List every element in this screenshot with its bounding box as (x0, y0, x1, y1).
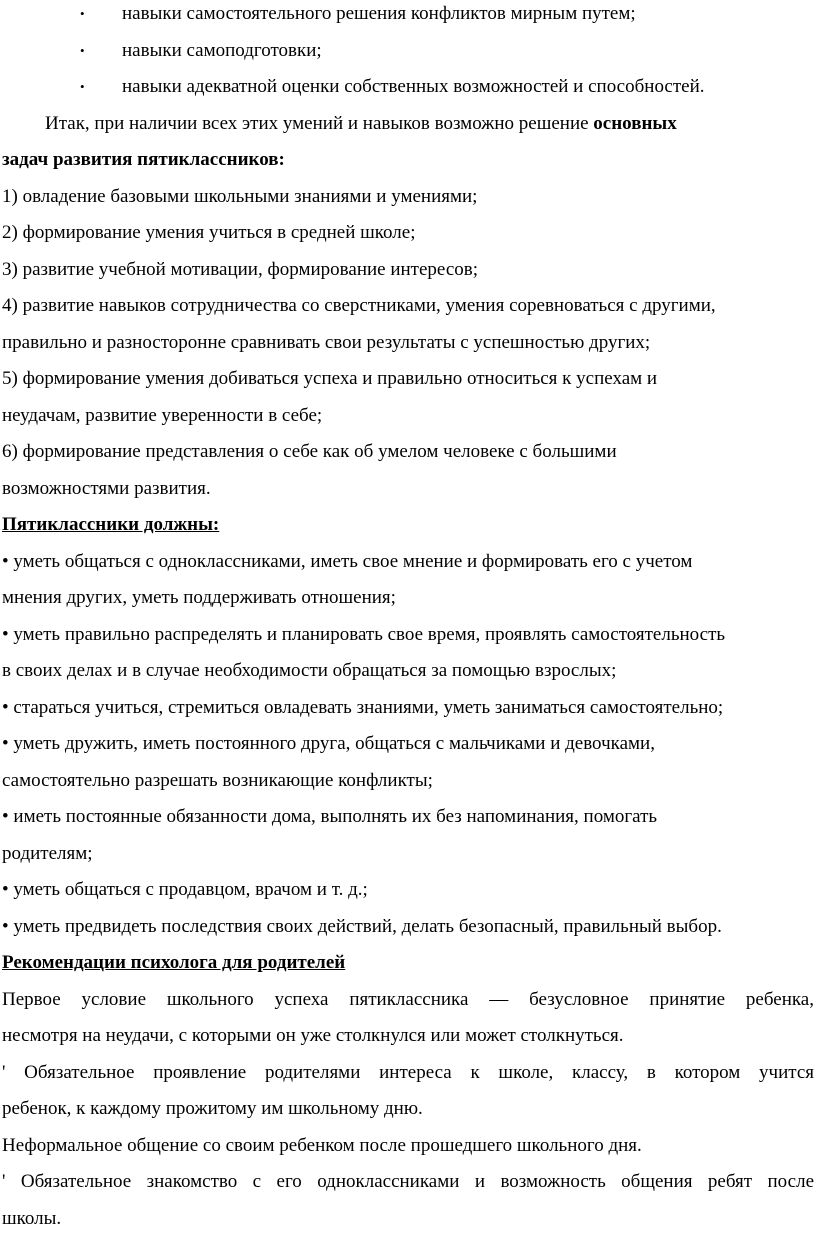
section-heading-must: Пятиклассники должны: (2, 514, 220, 535)
must-line: самостоятельно разрешать возникающие конфликты; (2, 770, 433, 791)
bullet-text: навыки адекватной оценки собственных возможностей и способностей. (122, 76, 705, 97)
bullet-symbol: • (80, 79, 85, 94)
task-line: 2) формирование умения учиться в средней школе; (2, 222, 416, 243)
must-line: • иметь постоянные обязанности дома, выполнять их без напоминания, помогать (2, 806, 658, 827)
bullet-item (0, 40, 816, 62)
must-line: родителям; (2, 843, 93, 864)
recommend-line: Неформальное общение со своим ребенком после прошедшего школьного дня. (2, 1135, 642, 1156)
task-line: правильно и разносторонне сравнивать свои результаты с успешностью других; (2, 332, 651, 353)
must-line: • уметь дружить, иметь постоянного друга, общаться с мальчиками и девочками, (2, 733, 655, 754)
task-line: 5) формирование умения добиваться успеха и правильно относиться к успехам и (2, 368, 658, 389)
recommend-line: ' Обязательное проявление родителями интереса к школе, классу, в котором учится (2, 1062, 814, 1083)
bullet-symbol: • (80, 43, 85, 58)
must-line: • уметь общаться с одноклассниками, иметь свое мнение и формировать его с учетом (2, 551, 693, 572)
recommend-line: несмотря на неудачи, с которыми он уже столкнулся или может столкнуться. (2, 1025, 624, 1046)
intro-bold-continuation: задач развития пятиклассников: (2, 149, 285, 170)
task-line: 6) формирование представления о себе как об умелом человеке с большими (2, 441, 617, 462)
recommend-line: ребенок, к каждому прожитому им школьному дню. (2, 1098, 423, 1119)
must-line: • уметь предвидеть последствия своих действий, делать безопасный, правильный выбор. (2, 916, 722, 937)
recommend-line: школы. (2, 1208, 62, 1229)
intro-bold: основных (593, 113, 677, 134)
intro-bold-line (2, 149, 814, 171)
task-line: неудачам, развитие уверенности в себе; (2, 405, 323, 426)
section-heading-recommendations: Рекомендации психолога для родителей (2, 952, 346, 973)
bullet-text: навыки самоподготовки; (122, 40, 322, 61)
recommend-line: Первое условие школьного успеха пятиклассника — безусловное принятие ребенка, (2, 989, 814, 1010)
must-line: мнения других, уметь поддерживать отношения; (2, 587, 396, 608)
bullet-item (0, 76, 816, 98)
must-line: в своих делах и в случае необходимости обращаться за помощью взрослых; (2, 660, 617, 681)
must-line: • уметь общаться с продавцом, врачом и т. д.; (2, 879, 368, 900)
task-line: 4) развитие навыков сотрудничества со сверстниками, умения соревноваться с другими, (2, 295, 716, 316)
bullet-item (0, 3, 816, 25)
intro-paragraph (45, 113, 814, 135)
bullet-symbol: • (80, 6, 85, 21)
task-line: 1) овладение базовыми школьными знаниями и умениями; (2, 186, 478, 207)
task-line: возможностями развития. (2, 478, 211, 499)
task-line: 3) развитие учебной мотивации, формирование интересов; (2, 259, 479, 280)
must-line: • стараться учиться, стремиться овладевать знаниями, уметь заниматься самостоятельно; (2, 697, 724, 718)
intro-text: Итак, при наличии всех этих умений и навыков возможно решение (45, 113, 594, 134)
must-line: • уметь правильно распределять и планировать свое время, проявлять самостоятельность (2, 624, 726, 645)
bullet-text: навыки самостоятельного решения конфликтов мирным путем; (122, 3, 636, 24)
recommend-line: ' Обязательное знакомство с его одноклассниками и возможность общения ребят после (2, 1171, 814, 1192)
